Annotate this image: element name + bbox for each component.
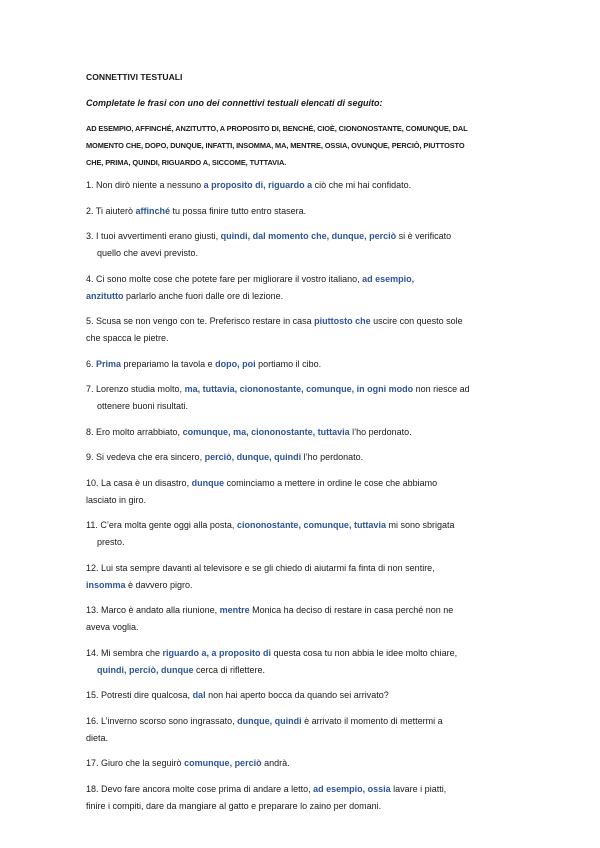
sentence-text: 15. Potresti dire qualcosa, — [86, 690, 193, 700]
sentence-text: l’ho perdonato. — [349, 426, 412, 437]
exercise-item — [86, 271, 526, 305]
sentence-text: 2. Ti aiuterò — [86, 205, 136, 216]
sentence-text: lavare i piatti, — [390, 783, 447, 794]
exercise-line — [86, 577, 526, 594]
answer-connective: dunque — [191, 477, 225, 488]
sentence-text: 14. Mi sembra che — [86, 647, 163, 658]
exercise-line — [86, 602, 526, 619]
answer-connective: dunque, quindi — [237, 715, 302, 726]
exercise-line — [86, 534, 526, 551]
sentence-text: 9. Si vedeva che era sincero, — [86, 452, 205, 462]
connectives-list — [86, 120, 526, 171]
exercise-item — [86, 381, 526, 415]
answer-connective: anzitutto — [86, 290, 124, 301]
sentence-text: che spacca le pietre. — [86, 333, 169, 343]
exercise-line — [86, 687, 526, 704]
exercise-item — [86, 645, 526, 679]
sentence-text: portiamo il cibo. — [255, 358, 322, 369]
connectives-line: MOMENTO CHE, DOPO, DUNQUE, INFATTI, INSOMMA, MA, MENTRE, OSSIA, OVUNQUE, PERCIÒ, PIUTTOSTO — [86, 141, 465, 150]
sentence-text: 13. Marco è andato alla riunione, — [86, 605, 220, 615]
exercise-line — [86, 271, 526, 288]
sentence-text: lasciato in giro. — [86, 494, 147, 505]
answer-connective: a proposito di, riguardo a — [203, 180, 313, 190]
exercise-line — [86, 330, 526, 347]
exercise-line — [86, 424, 526, 441]
sentence-text: è arrivato il momento di mettermi a — [301, 715, 443, 726]
sentence-text: non hai aperto bocca da quando sei arrivato? — [205, 690, 389, 700]
exercise-line — [86, 645, 526, 662]
exercise-item — [86, 560, 526, 594]
exercise-item — [86, 449, 526, 466]
document-title: CONNETTIVI TESTUALI — [86, 72, 183, 82]
sentence-text: ottenere buoni risultati. — [97, 401, 189, 411]
sentence-text: 11. C’era molta gente oggi alla posta, — [86, 520, 237, 530]
answer-connective: mentre — [219, 605, 250, 615]
document-page — [86, 70, 526, 823]
sentence-text: cominciamo a mettere in ordine le cose che abbiamo — [224, 477, 438, 488]
answer-connective: dopo, poi — [215, 358, 256, 369]
exercise-item — [86, 203, 526, 220]
exercise-item — [86, 602, 526, 636]
answer-connective: Prima — [96, 358, 122, 369]
exercise-line — [86, 398, 526, 415]
sentence-text: uscire con questo sole — [370, 316, 463, 326]
exercise-line — [86, 203, 526, 220]
instructions: Completate le frasi con uno dei connettivi testuali elencati di seguito: — [86, 98, 383, 108]
sentence-text: andrà. — [261, 758, 290, 768]
sentence-text: tu possa finire tutto entro stasera. — [170, 205, 307, 216]
sentence-text: 8. Ero molto arrabbiato, — [86, 426, 183, 437]
exercise-item — [86, 424, 526, 441]
sentence-text: 7. Lorenzo studia molto, — [86, 384, 185, 394]
answer-connective: riguardo a, a proposito di — [162, 647, 272, 658]
sentence-text: 12. Lui sta sempre davanti al televisore e se gli chiedo di aiutarmi fa finta di non sentire, — [86, 562, 435, 573]
exercise-line — [86, 662, 526, 679]
exercise-line — [86, 781, 526, 798]
exercise-line — [86, 560, 526, 577]
sentence-text: questa cosa tu non abbia le idee molto chiare, — [271, 647, 458, 658]
sentence-text: 17. Giuro che la seguirò — [86, 758, 185, 768]
sentence-text: mi sono sbrigata — [385, 520, 455, 530]
sentence-text: parlarlo anche fuori dalle ore di lezione. — [123, 290, 284, 301]
sentence-text: Monica ha deciso di restare in casa perché non ne — [249, 605, 454, 615]
exercise-line — [86, 730, 526, 747]
sentence-text: 6. — [86, 358, 97, 369]
sentence-text: si è verificato — [396, 231, 452, 241]
exercise-item — [86, 713, 526, 747]
exercise-item — [86, 517, 526, 551]
exercise-line — [86, 228, 526, 245]
sentence-text: dieta. — [86, 732, 109, 743]
exercise-line — [86, 381, 526, 398]
exercise-line — [86, 517, 526, 534]
answer-connective: ciononostante, comunque, tuttavia — [236, 520, 386, 530]
answer-connective: comunque, perciò — [184, 758, 262, 768]
exercise-line — [86, 798, 526, 815]
sentence-text: 16. L’inverno scorso sono ingrassato, — [86, 715, 238, 726]
sentence-text: cerca di riflettere. — [193, 664, 266, 675]
exercise-line — [86, 492, 526, 509]
sentence-text: 4. Ci sono molte cose che potete fare per migliorare il vostro italiano, — [86, 273, 363, 284]
exercise-line — [86, 356, 526, 373]
answer-connective: ma, tuttavia, ciononostante, comunque, in ogni modo — [184, 384, 414, 394]
exercise-item — [86, 356, 526, 373]
exercise-item — [86, 475, 526, 509]
sentence-text: presto. — [97, 537, 125, 547]
exercise-list — [86, 177, 526, 815]
sentence-text: 18. Devo fare ancora molte cose prima di andare a letto, — [86, 783, 314, 794]
exercise-line — [86, 713, 526, 730]
answer-connective: ad esempio, ossia — [313, 783, 391, 794]
exercise-line — [86, 619, 526, 636]
sentence-text: 1. Non dirò niente a nessuno — [86, 180, 204, 190]
exercise-item — [86, 781, 526, 815]
exercise-item — [86, 228, 526, 262]
exercise-line — [86, 313, 526, 330]
answer-connective: affinché — [135, 205, 171, 216]
sentence-text: 3. I tuoi avvertimenti erano giusti, — [86, 231, 221, 241]
exercise-line — [86, 288, 526, 305]
sentence-text: quello che avevi previsto. — [97, 248, 199, 258]
exercise-item — [86, 177, 526, 194]
sentence-text: 5. Scusa se non vengo con te. Preferisco restare in casa — [86, 316, 315, 326]
exercise-item — [86, 687, 526, 704]
answer-connective: perciò, dunque, quindi — [204, 452, 302, 462]
exercise-line — [86, 755, 526, 772]
exercise-line — [86, 245, 526, 262]
answer-connective: quindi, perciò, dunque — [97, 664, 194, 675]
sentence-text: non riesce ad — [413, 384, 470, 394]
sentence-text: finire i compiti, dare da mangiare al gatto e preparare lo zaino per domani. — [86, 800, 382, 811]
exercise-line — [86, 449, 526, 466]
answer-connective: insomma — [86, 579, 126, 590]
sentence-text: 10. La casa è un disastro, — [86, 477, 192, 488]
answer-connective: dal — [192, 690, 206, 700]
sentence-text: ciò che mi hai confidato. — [312, 180, 412, 190]
connectives-line: AD ESEMPIO, AFFINCHÉ, ANZITUTTO, A PROPOSITO DI, BENCHÉ, CIOÈ, CIONONOSTANTE, COMUNQUE, DAL — [86, 124, 468, 133]
connectives-line: CHE, PRIMA, QUINDI, RIGUARDO A, SICCOME, TUTTAVIA. — [86, 158, 287, 167]
answer-connective: quindi, dal momento che, dunque, perciò — [220, 231, 397, 241]
sentence-text: l’ho perdonato. — [301, 452, 364, 462]
sentence-text: aveva voglia. — [86, 622, 139, 632]
exercise-item — [86, 313, 526, 347]
answer-connective: ad esempio, — [362, 273, 415, 284]
sentence-text: prepariamo la tavola e — [121, 358, 216, 369]
sentence-text: è davvero pigro. — [125, 579, 193, 590]
exercise-item — [86, 755, 526, 772]
exercise-line — [86, 177, 526, 194]
answer-connective: piuttosto che — [314, 316, 371, 326]
answer-connective: comunque, ma, ciononostante, tuttavia — [182, 426, 350, 437]
exercise-line — [86, 475, 526, 492]
